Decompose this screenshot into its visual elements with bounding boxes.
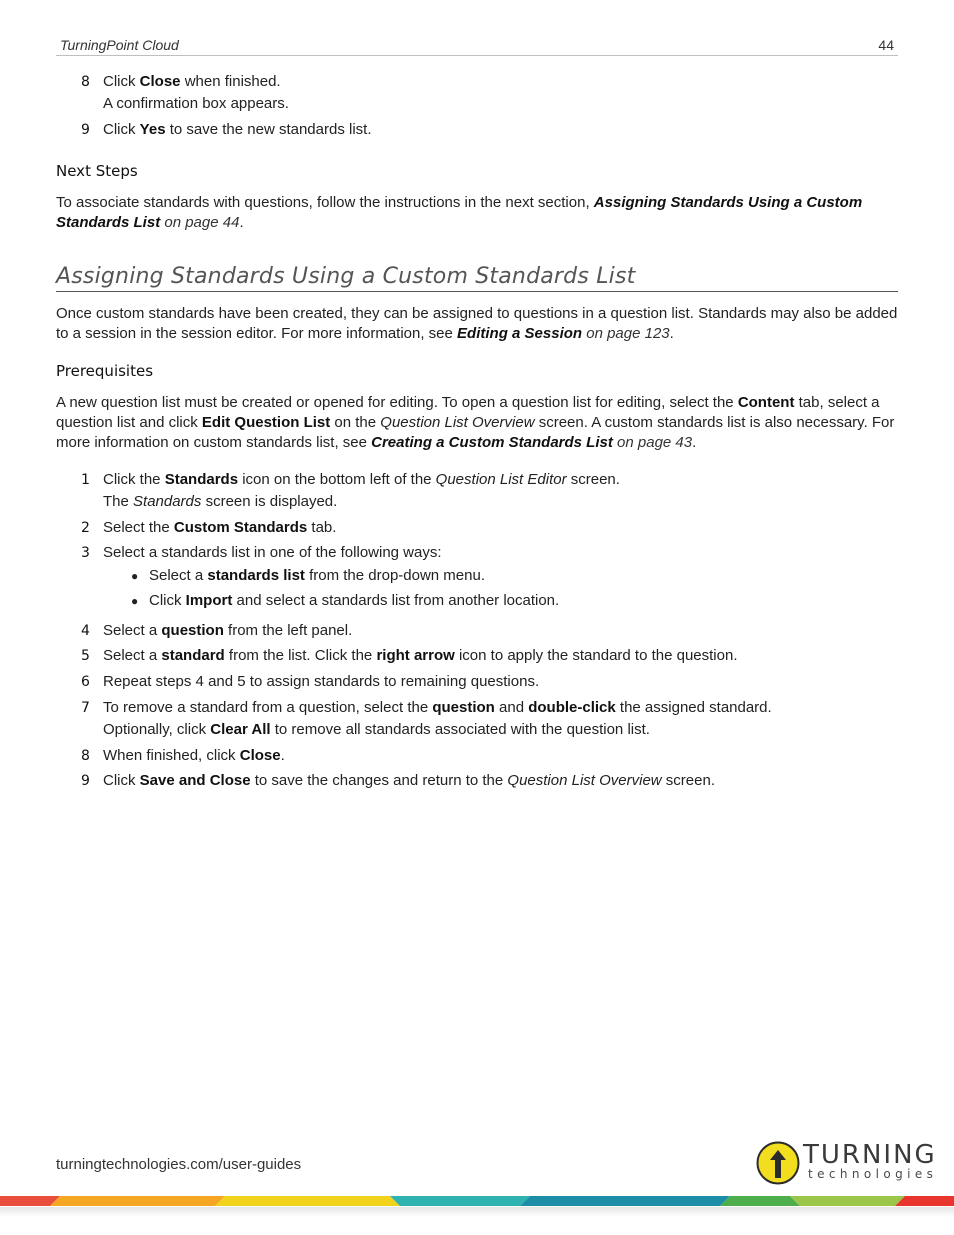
section-title: Assigning Standards Using a Custom Standards List (56, 264, 636, 289)
bullet-icon: ● (131, 594, 139, 608)
band-segment (50, 1196, 225, 1206)
step-text: When finished, click Close. (103, 747, 285, 764)
next-steps-heading: Next Steps (56, 162, 138, 180)
step-number: 4 (81, 623, 90, 639)
list-item (56, 469, 896, 513)
band-segment (520, 1196, 730, 1206)
running-header-title: TurningPoint Cloud (60, 37, 179, 53)
cross-reference-page[interactable]: on page 123 (582, 325, 670, 342)
prerequisites-heading: Prerequisites (56, 362, 154, 380)
step-number: 9 (81, 773, 90, 789)
step-number: 8 (81, 74, 90, 90)
list-item (56, 697, 896, 741)
step-number: 5 (81, 648, 90, 664)
step-result: A confirmation box appears. (103, 95, 289, 112)
logo-wordmark: TURNING (803, 1140, 937, 1170)
step-result: Optionally, click Clear All to remove all standards associated with the question list. (103, 721, 650, 738)
step-text: To remove a standard from a question, select the question and double-click the assigned standard. (103, 699, 772, 716)
bullet-text: Click Import and select a standards list from another location. (149, 592, 560, 609)
step-number: 7 (81, 700, 90, 716)
cross-reference-page[interactable]: on page 43 (612, 434, 693, 451)
band-segment (790, 1196, 905, 1206)
step-text: Select a standard from the list. Click the right arrow icon to apply the standard to the question. (103, 647, 738, 664)
step-number: 3 (81, 545, 90, 561)
step-number: 1 (81, 472, 90, 488)
step-text: Click Close when finished. (103, 73, 281, 90)
section-intro: Once custom standards have been created, they can be assigned to questions in a question list. Standards may also be added to a session in the session editor. For more information, see Editing a Session on page 123. (56, 305, 898, 342)
list-item (56, 542, 896, 564)
bullet-item (131, 590, 891, 612)
step-text: Select the Custom Standards tab. (103, 519, 337, 536)
page-number: 44 (878, 37, 894, 53)
bullet-text: Select a standards list from the drop-down menu. (149, 567, 485, 584)
list-item (56, 119, 896, 141)
prerequisites-paragraph: A new question list must be created or opened for editing. To open a question list for editing, select the Content tab, select a question list and click Edit Question List on the Question List Overview screen. A custom standards list is also necessary. For more information on custom standards list, see Creating a Custom Standards List on page 43. (56, 394, 895, 451)
list-item (56, 671, 896, 693)
list-item (56, 745, 896, 767)
step-number: 6 (81, 674, 90, 690)
list-item (56, 71, 896, 115)
bullet-icon: ● (131, 569, 139, 583)
step-text: Click Yes to save the new standards list. (103, 121, 372, 138)
logo-subtitle: technologies (808, 1167, 938, 1181)
band-segment (215, 1196, 400, 1206)
step-number: 9 (81, 122, 90, 138)
band-segment (0, 1196, 60, 1206)
list-item (56, 645, 896, 667)
step-text: Repeat steps 4 and 5 to assign standards to remaining questions. (103, 673, 540, 690)
band-segment (720, 1196, 800, 1206)
footer-url-link[interactable]: turningtechnologies.com/user-guides (56, 1156, 302, 1173)
list-item (56, 770, 896, 792)
band-segment (895, 1196, 954, 1206)
list-item (56, 620, 896, 642)
list-item (56, 517, 896, 539)
cross-reference-link[interactable]: Assigning Standards Using a Custom Standards List (56, 194, 863, 231)
step-number: 8 (81, 748, 90, 764)
header-divider (56, 55, 898, 56)
bullet-item (131, 565, 891, 587)
step-number: 2 (81, 520, 90, 536)
turning-technologies-logo (756, 1139, 938, 1187)
cross-reference-link[interactable]: Creating a Custom Standards List (371, 434, 613, 451)
step-text: Click Save and Close to save the changes and return to the Question List Overview screen. (103, 772, 715, 789)
cross-reference-link[interactable]: Editing a Session (457, 325, 583, 342)
band-segment (390, 1196, 530, 1206)
cross-reference-page[interactable]: on page 44 (160, 214, 240, 231)
step-text: Click the Standards icon on the bottom left of the Question List Editor screen. (103, 471, 620, 488)
turning-logo-icon (756, 1141, 800, 1185)
footer-color-band (0, 1196, 954, 1216)
next-steps-paragraph: To associate standards with questions, follow the instructions in the next section, Assigning Standards Using a Custom Standards List on page 44. (56, 194, 863, 231)
step-text: Select a question from the left panel. (103, 622, 353, 639)
section-divider (56, 291, 898, 292)
step-text: Select a standards list in one of the following ways: (103, 544, 442, 561)
step-result: The Standards screen is displayed. (103, 493, 338, 510)
